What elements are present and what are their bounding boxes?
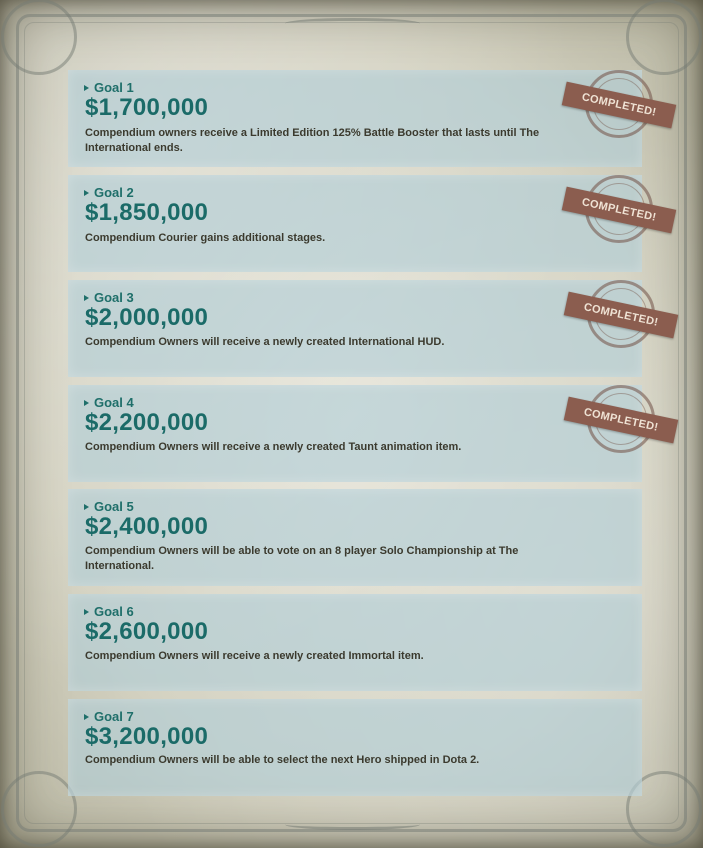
goal-description: Compendium owners receive a Limited Edition 125% Battle Booster that lasts until The International ends.: [85, 127, 540, 154]
goal-panel-4: [68, 385, 642, 482]
stamp-label: COMPLETED!: [582, 406, 660, 434]
goal-label: [84, 290, 134, 305]
bottom-ornament: [285, 819, 420, 830]
goal-description: Compendium Owners will receive a newly created Taunt animation item.: [85, 441, 462, 453]
goal-panel-7: [68, 699, 642, 796]
goal-amount: $2,400,000: [85, 513, 209, 540]
goal-description: Compendium Courier gains additional stages.: [85, 232, 326, 244]
goal-panel-3: [68, 280, 642, 377]
completed-stamp-3: [565, 280, 677, 352]
goal-amount: $3,200,000: [85, 723, 209, 750]
stamp-label: COMPLETED!: [580, 91, 658, 119]
goal-label: [84, 709, 134, 724]
triangle-bullet-icon: [84, 714, 89, 720]
goal-amount: $2,200,000: [85, 409, 209, 436]
goal-title: Goal 6: [94, 604, 134, 619]
goal-amount: $1,700,000: [85, 94, 209, 121]
goal-description: Compendium Owners will receive a newly created Immortal item.: [85, 650, 424, 662]
triangle-bullet-icon: [84, 504, 89, 510]
triangle-bullet-icon: [84, 609, 89, 615]
goal-panel-1: [68, 70, 642, 167]
goal-title: Goal 7: [94, 709, 134, 724]
triangle-bullet-icon: [84, 400, 89, 406]
triangle-bullet-icon: [84, 295, 89, 301]
goal-description: Compendium Owners will be able to select the next Hero shipped in Dota 2.: [85, 754, 480, 766]
goal-title: Goal 5: [94, 499, 134, 514]
completed-stamp-4: [565, 385, 677, 457]
goal-description: Compendium Owners will be able to vote on an 8 player Solo Championship at The International.: [85, 545, 519, 572]
goal-label: [84, 80, 134, 95]
goal-title: Goal 1: [94, 80, 134, 95]
top-ornament: [285, 18, 420, 29]
goal-amount: $1,850,000: [85, 199, 209, 226]
goal-label: [84, 604, 134, 619]
completed-stamp-1: [563, 70, 675, 142]
goal-description: Compendium Owners will receive a newly created International HUD.: [85, 336, 445, 348]
triangle-bullet-icon: [84, 190, 89, 196]
goal-amount: $2,600,000: [85, 618, 209, 645]
stamp-label: COMPLETED!: [580, 196, 658, 224]
goal-panel-6: [68, 594, 642, 691]
goal-title: Goal 4: [94, 395, 134, 410]
triangle-bullet-icon: [84, 85, 89, 91]
completed-stamp-2: [563, 175, 675, 247]
goal-panel-2: [68, 175, 642, 272]
goal-title: Goal 3: [94, 290, 134, 305]
goal-panel-5: [68, 489, 642, 586]
goal-label: [84, 395, 134, 410]
stamp-label: COMPLETED!: [582, 301, 660, 329]
goal-amount: $2,000,000: [85, 304, 209, 331]
goal-title: Goal 2: [94, 185, 134, 200]
goal-label: [84, 499, 134, 514]
goal-label: [84, 185, 134, 200]
